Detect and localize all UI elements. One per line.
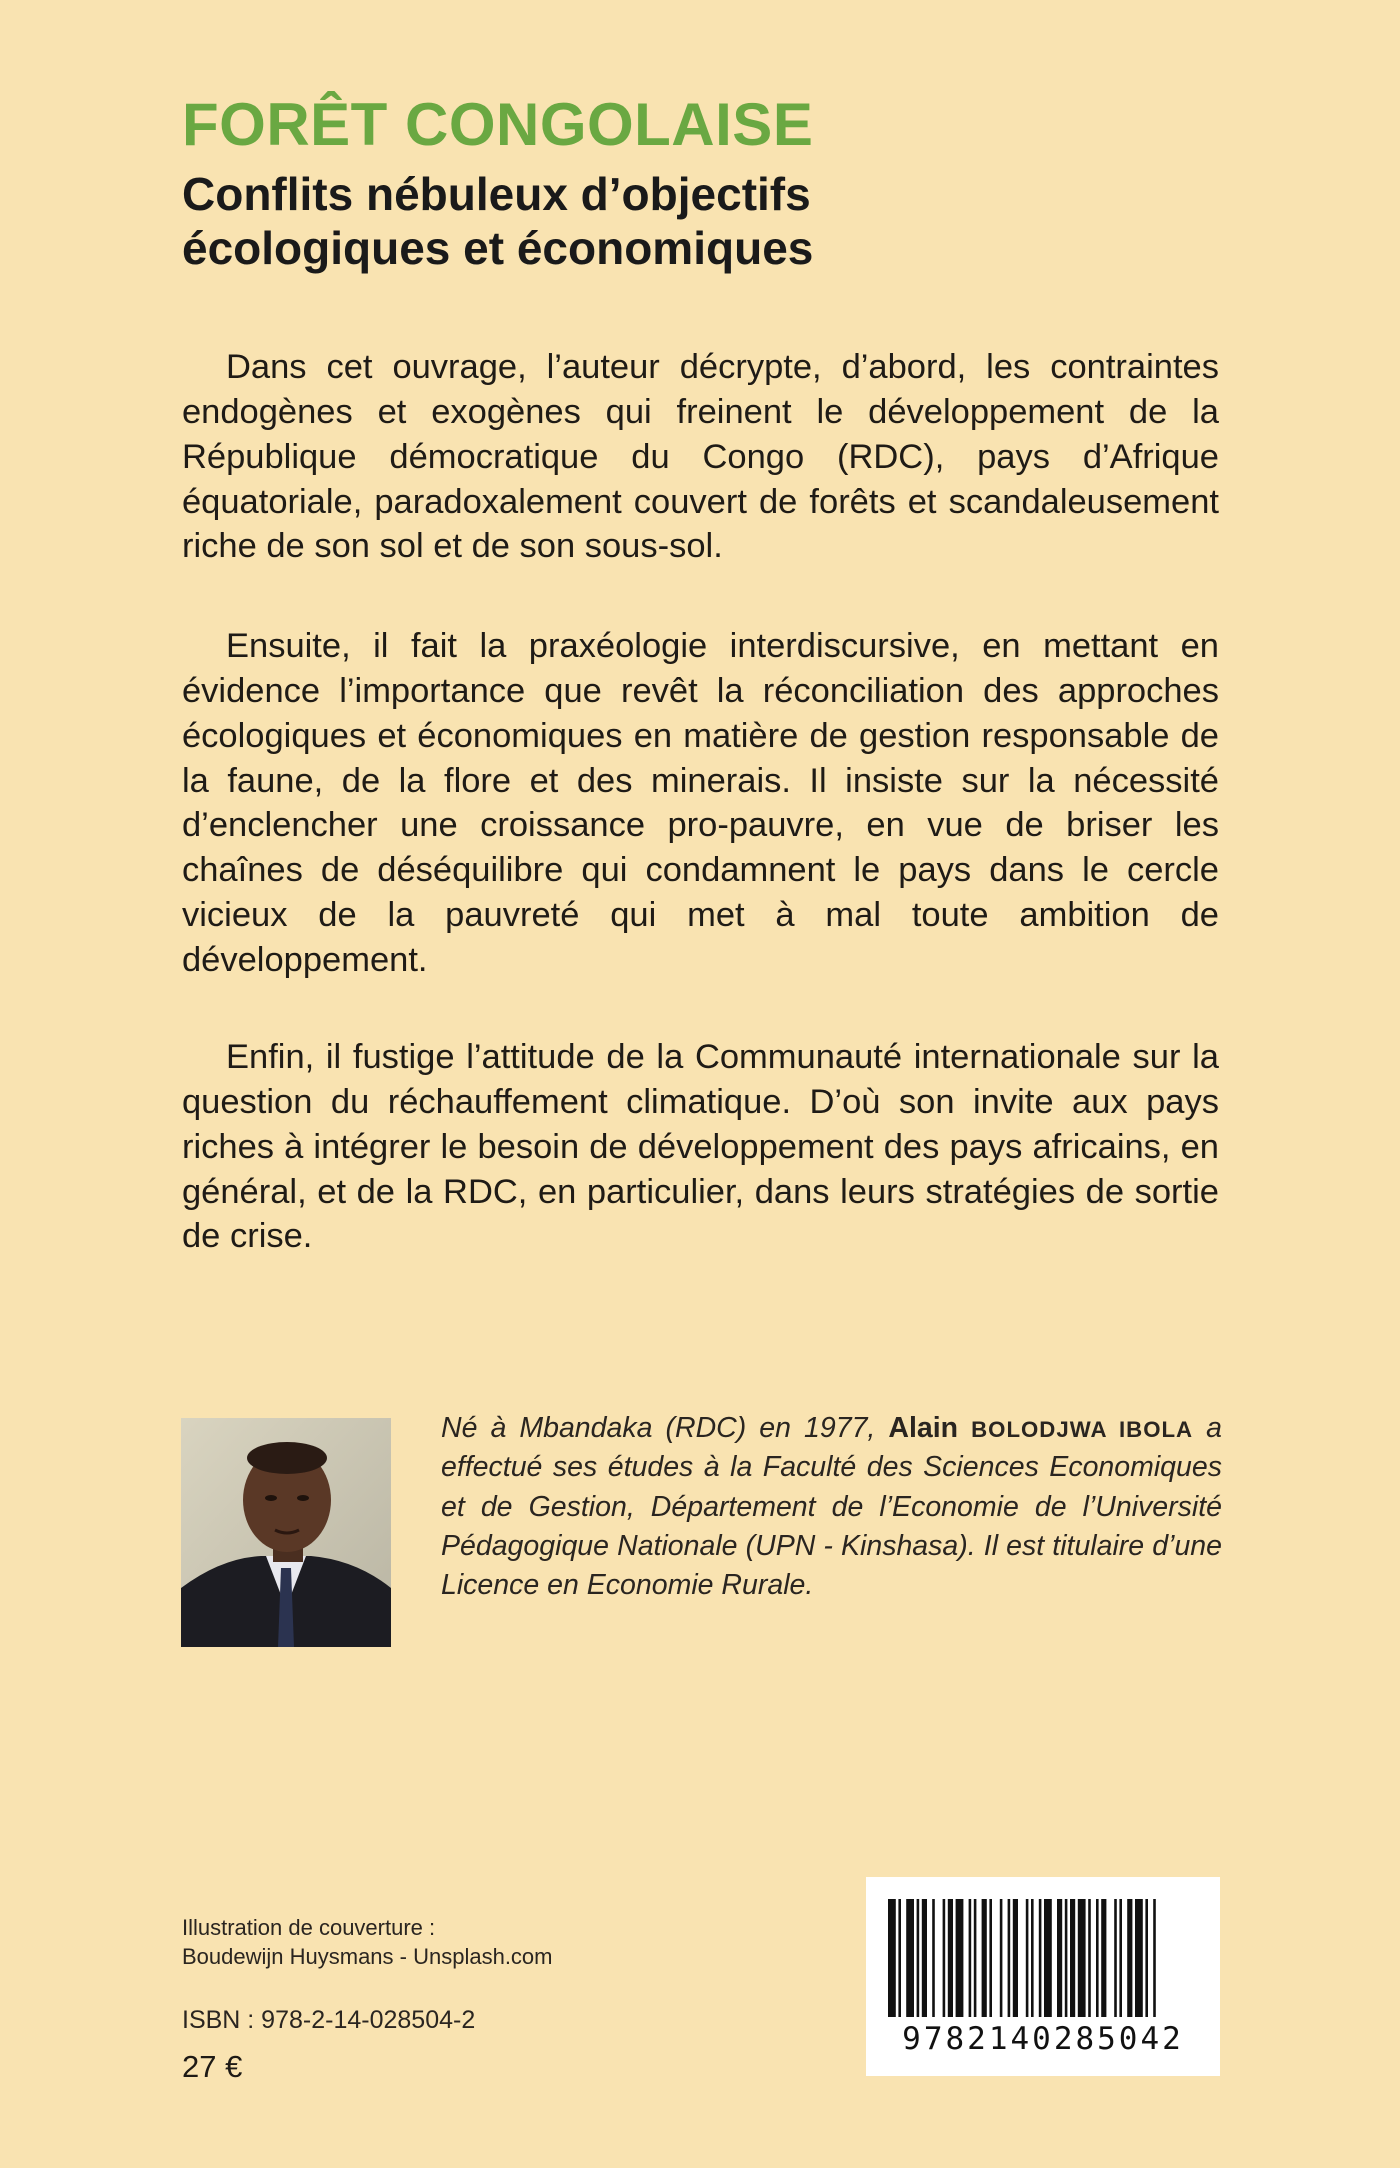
barcode-bar	[1039, 1899, 1042, 2017]
barcode-bar	[1119, 1899, 1122, 2017]
author-bio	[441, 1409, 1222, 1606]
barcode-bar	[948, 1899, 953, 2017]
barcode-bar	[974, 1899, 977, 2017]
isbn: ISBN : 978-2-14-028504-2	[182, 2006, 476, 2034]
author-bio-rest: a effectué ses études à la Faculté des Sciences Economiques et de Gestion, Département de l’Economie de l’Université Pédagogique Nationale (UPN - Kinshasa). Il est titulaire d’une Licence en Economie Rurale.	[441, 1412, 1222, 1602]
barcode-bar	[1070, 1899, 1075, 2017]
barcode-bar	[898, 1899, 901, 2017]
credit-source: Boudewijn Huysmans - Unsplash.com	[182, 1944, 553, 1970]
author-first-name: Alain	[888, 1412, 972, 1444]
barcode-bar	[1101, 1899, 1106, 2017]
barcode-bar	[989, 1899, 992, 2017]
barcode-bar	[969, 1899, 972, 2017]
barcode-bar	[1078, 1899, 1086, 2017]
author-bio-intro: Né à Mbandaka (RDC) en 1977,	[441, 1412, 889, 1444]
credit-label: Illustration de couverture :	[182, 1915, 436, 1940]
barcode	[866, 1877, 1220, 2076]
cover-illustration-credit	[182, 1913, 553, 1971]
summary-paragraph-3: Enfin, il fustige l’attitude de la Communauté internationale sur la question du réchauffement climatique. D’où son invite aux pays riches à intégrer le besoin de développement des pays africains, en général, et de la RDC, en particulier, dans leurs stratégies de sortie de crise.	[182, 1038, 1219, 1256]
barcode-bar	[1096, 1899, 1099, 2017]
book-title: FORÊT CONGOLAISE	[182, 91, 814, 158]
author-name	[888, 1412, 1193, 1444]
barcode-bar	[1000, 1899, 1003, 2017]
author-portrait-image	[181, 1418, 391, 1647]
barcode-bar	[1127, 1899, 1132, 2017]
barcode-bar	[1145, 1899, 1148, 2017]
barcode-bar	[1088, 1899, 1091, 2017]
barcode-bar	[943, 1899, 946, 2017]
author-last-name: BOLODJWA IBOLA	[971, 1417, 1194, 1442]
barcode-bar	[922, 1899, 927, 2017]
barcode-bar	[956, 1899, 964, 2017]
barcode-bar	[1135, 1899, 1143, 2017]
barcode-bar	[1065, 1899, 1068, 2017]
subtitle-line-2: écologiques et économiques	[182, 221, 814, 274]
barcode-bar	[1114, 1899, 1117, 2017]
barcode-bar	[906, 1899, 914, 2017]
barcode-bar	[1057, 1899, 1062, 2017]
barcode-bar	[932, 1899, 935, 2017]
barcode-bar	[1013, 1899, 1018, 2017]
book-subtitle	[182, 168, 1242, 276]
barcode-bar	[917, 1899, 920, 2017]
price: 27 €	[182, 2049, 243, 2084]
barcode-bar	[1153, 1899, 1156, 2017]
barcode-bar	[982, 1899, 987, 2017]
subtitle-line-1: Conflits nébuleux d’objectifs	[182, 168, 811, 220]
author-photo	[181, 1418, 391, 1647]
barcode-bar	[1026, 1899, 1029, 2017]
barcode-bar	[1008, 1899, 1011, 2017]
barcode-bar	[1031, 1899, 1034, 2017]
barcode-digits: 9782140285042	[902, 2021, 1184, 2057]
summary-paragraph-1: Dans cet ouvrage, l’auteur décrypte, d’abord, les contraintes endogènes et exogènes qui freinent le développement de la République démocratique du Congo (RDC), pays d’Afrique équatoriale, paradoxalement couvert de forêts et scandaleusement riche de son sol et de son sous-sol.	[182, 348, 1219, 566]
summary-paragraph-2: Ensuite, il fait la praxéologie interdiscursive, en mettant en évidence l’importance que revêt la réconciliation des approches écologiques et économiques en matière de gestion responsable de la faune, de la flore et des minerais. Il insiste sur la nécessité d’enclencher une croissance pro-pauvre, en vue de briser les chaînes de déséquilibre qui condamnent le pays dans le cercle vicieux de la pauvreté qui met à mal toute ambition de développement.	[182, 627, 1219, 979]
barcode-bar	[1044, 1899, 1052, 2017]
barcode-bar	[888, 1899, 896, 2017]
